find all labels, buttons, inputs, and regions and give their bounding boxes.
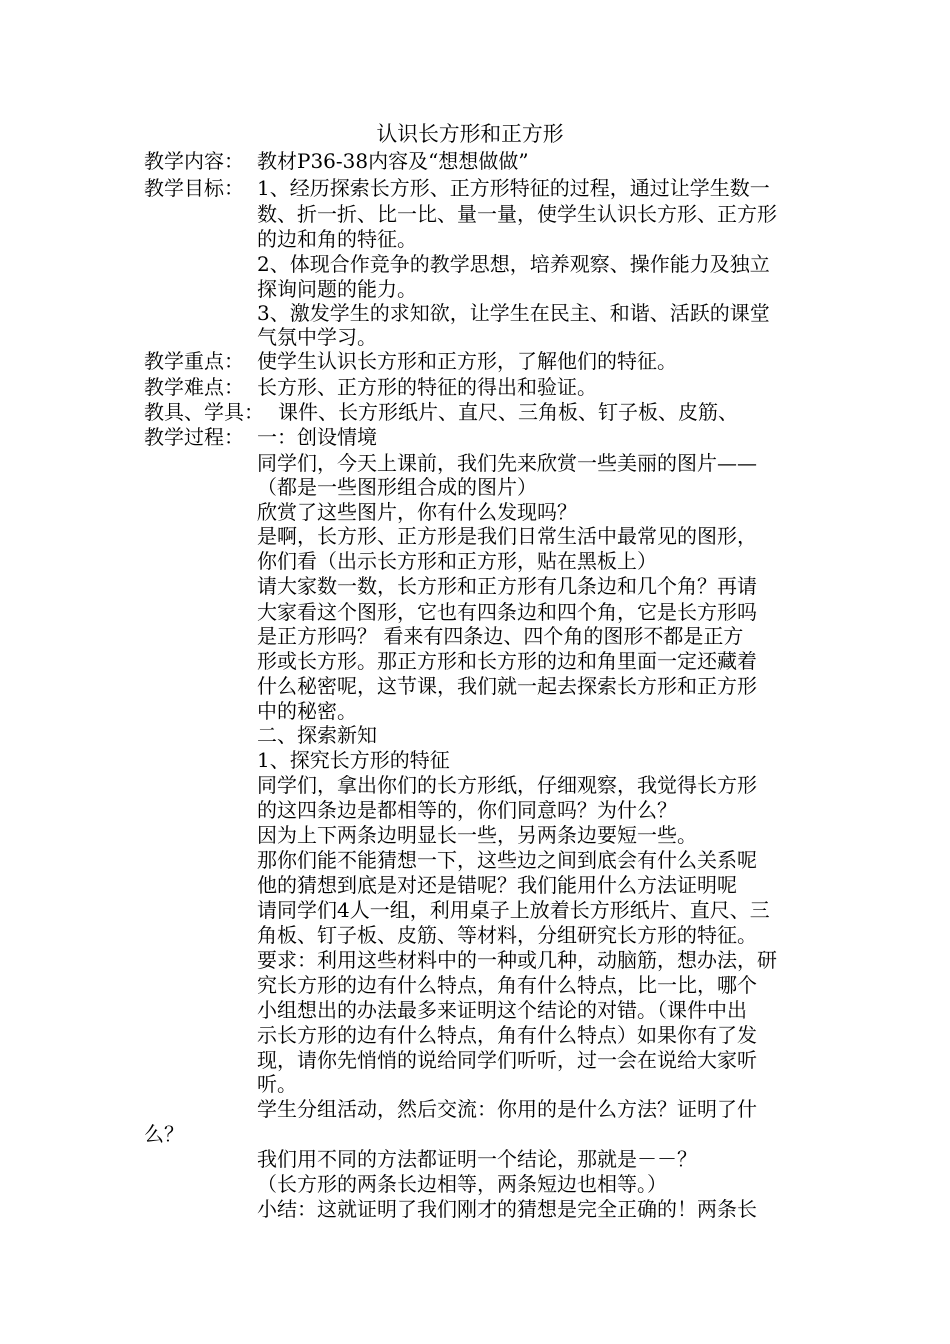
text-line: 小组想出的办法最多来证明这个结论的对错。（课件中出 — [257, 998, 747, 1022]
text-line: （都是一些图形组合成的图片） — [257, 475, 537, 499]
text-line: 使学生认识长方形和正方形，了解他们的特征。 — [257, 349, 677, 373]
subsection-heading: 1、探究长方形的特征 — [257, 748, 450, 772]
text-line: 么？ — [144, 1122, 184, 1146]
label-teaching-goals: 教学目标： — [144, 176, 244, 200]
section-heading: 二、探索新知 — [257, 723, 377, 747]
text-line: 欣赏了这些图片，你有什么发现吗？ — [257, 500, 577, 524]
text-line: 教材P36-38内容及“想想做做” — [257, 149, 529, 173]
label-teaching-content: 教学内容： — [144, 149, 244, 173]
text-line: 的边和角的特征。 — [257, 227, 417, 251]
text-line: 数、折一折、比一比、量一量，使学生认识长方形、正方形 — [257, 202, 777, 226]
text-line: 大家看这个图形，它也有四条边和四个角，它是长方形吗 — [257, 600, 757, 624]
text-line: 是正方形吗？ 看来有四条边、四个角的图形不都是正方 — [257, 624, 744, 648]
text-line: 的这四条边是都相等的，你们同意吗？为什么？ — [257, 798, 677, 822]
text-line: 要求：利用这些材料中的一种或几种，动脑筋，想办法，研 — [257, 948, 777, 972]
text-line: 听。 — [257, 1072, 297, 1096]
text-line: 课件、长方形纸片、直尺、三角板、钉子板、皮筋、 — [278, 400, 738, 424]
text-line: 什么秘密呢，这节课，我们就一起去探索长方形和正方形 — [257, 674, 757, 698]
text-line: 是啊，长方形、正方形是我们日常生活中最常见的图形， — [257, 524, 757, 548]
text-line: 气氛中学习。 — [257, 325, 377, 349]
text-line: 你们看（出示长方形和正方形，贴在黑板上） — [257, 549, 657, 573]
text-line: 2、体现合作竞争的教学思想，培养观察、操作能力及独立 — [257, 252, 770, 276]
text-line: 同学们，拿出你们的长方形纸，仔细观察，我觉得长方形 — [257, 773, 757, 797]
text-line: 现，请你先悄悄的说给同学们听听，过一会在说给大家听 — [257, 1048, 757, 1072]
text-line: 因为上下两条边明显长一些，另两条边要短一些。 — [257, 823, 697, 847]
section-heading: 一：创设情境 — [257, 425, 377, 449]
text-line: 请大家数一数，长方形和正方形有几条边和几个角？再请 — [257, 574, 757, 598]
document-title: 认识长方形和正方形 — [376, 122, 564, 146]
text-line: 长方形、正方形的特征的得出和验证。 — [257, 375, 597, 399]
label-process: 教学过程： — [144, 425, 244, 449]
label-tools: 教具、学具： — [144, 400, 264, 424]
text-line: 示长方形的边有什么特点，角有什么特点）如果你有了发 — [257, 1023, 757, 1047]
text-line: 探询问题的能力。 — [257, 277, 417, 301]
text-line: 1、经历探索长方形、正方形特征的过程，通过让学生数一 — [257, 176, 770, 200]
text-line: 他的猜想到底是对还是错呢？我们能用什么方法证明呢 — [257, 873, 737, 897]
text-line: （长方形的两条长边相等，两条短边也相等。） — [257, 1172, 667, 1196]
text-line: 究长方形的边有什么特点，角有什么特点，比一比，哪个 — [257, 973, 757, 997]
text-line: 角板、钉子板、皮筋、等材料，分组研究长方形的特征。 — [257, 923, 757, 947]
text-line: 同学们，今天上课前，我们先来欣赏一些美丽的图片—— — [257, 451, 757, 475]
text-line: 我们用不同的方法都证明一个结论，那就是－－？ — [257, 1147, 697, 1171]
label-difficulty: 教学难点： — [144, 375, 244, 399]
label-key-points: 教学重点： — [144, 349, 244, 373]
text-line: 中的秘密。 — [257, 699, 357, 723]
text-line: 那你们能不能猜想一下，这些边之间到底会有什么关系呢 — [257, 848, 757, 872]
text-line: 小结：这就证明了我们刚才的猜想是完全正确的！两条长 — [257, 1197, 757, 1221]
text-line: 形或长方形。那正方形和长方形的边和角里面一定还藏着 — [257, 649, 757, 673]
text-line: 3、激发学生的求知欲，让学生在民主、和谐、活跃的课堂 — [257, 301, 770, 325]
text-line: 学生分组活动，然后交流：你用的是什么方法？证明了什 — [257, 1097, 757, 1121]
text-line: 请同学们4人一组，利用桌子上放着长方形纸片、直尺、三 — [257, 898, 770, 922]
